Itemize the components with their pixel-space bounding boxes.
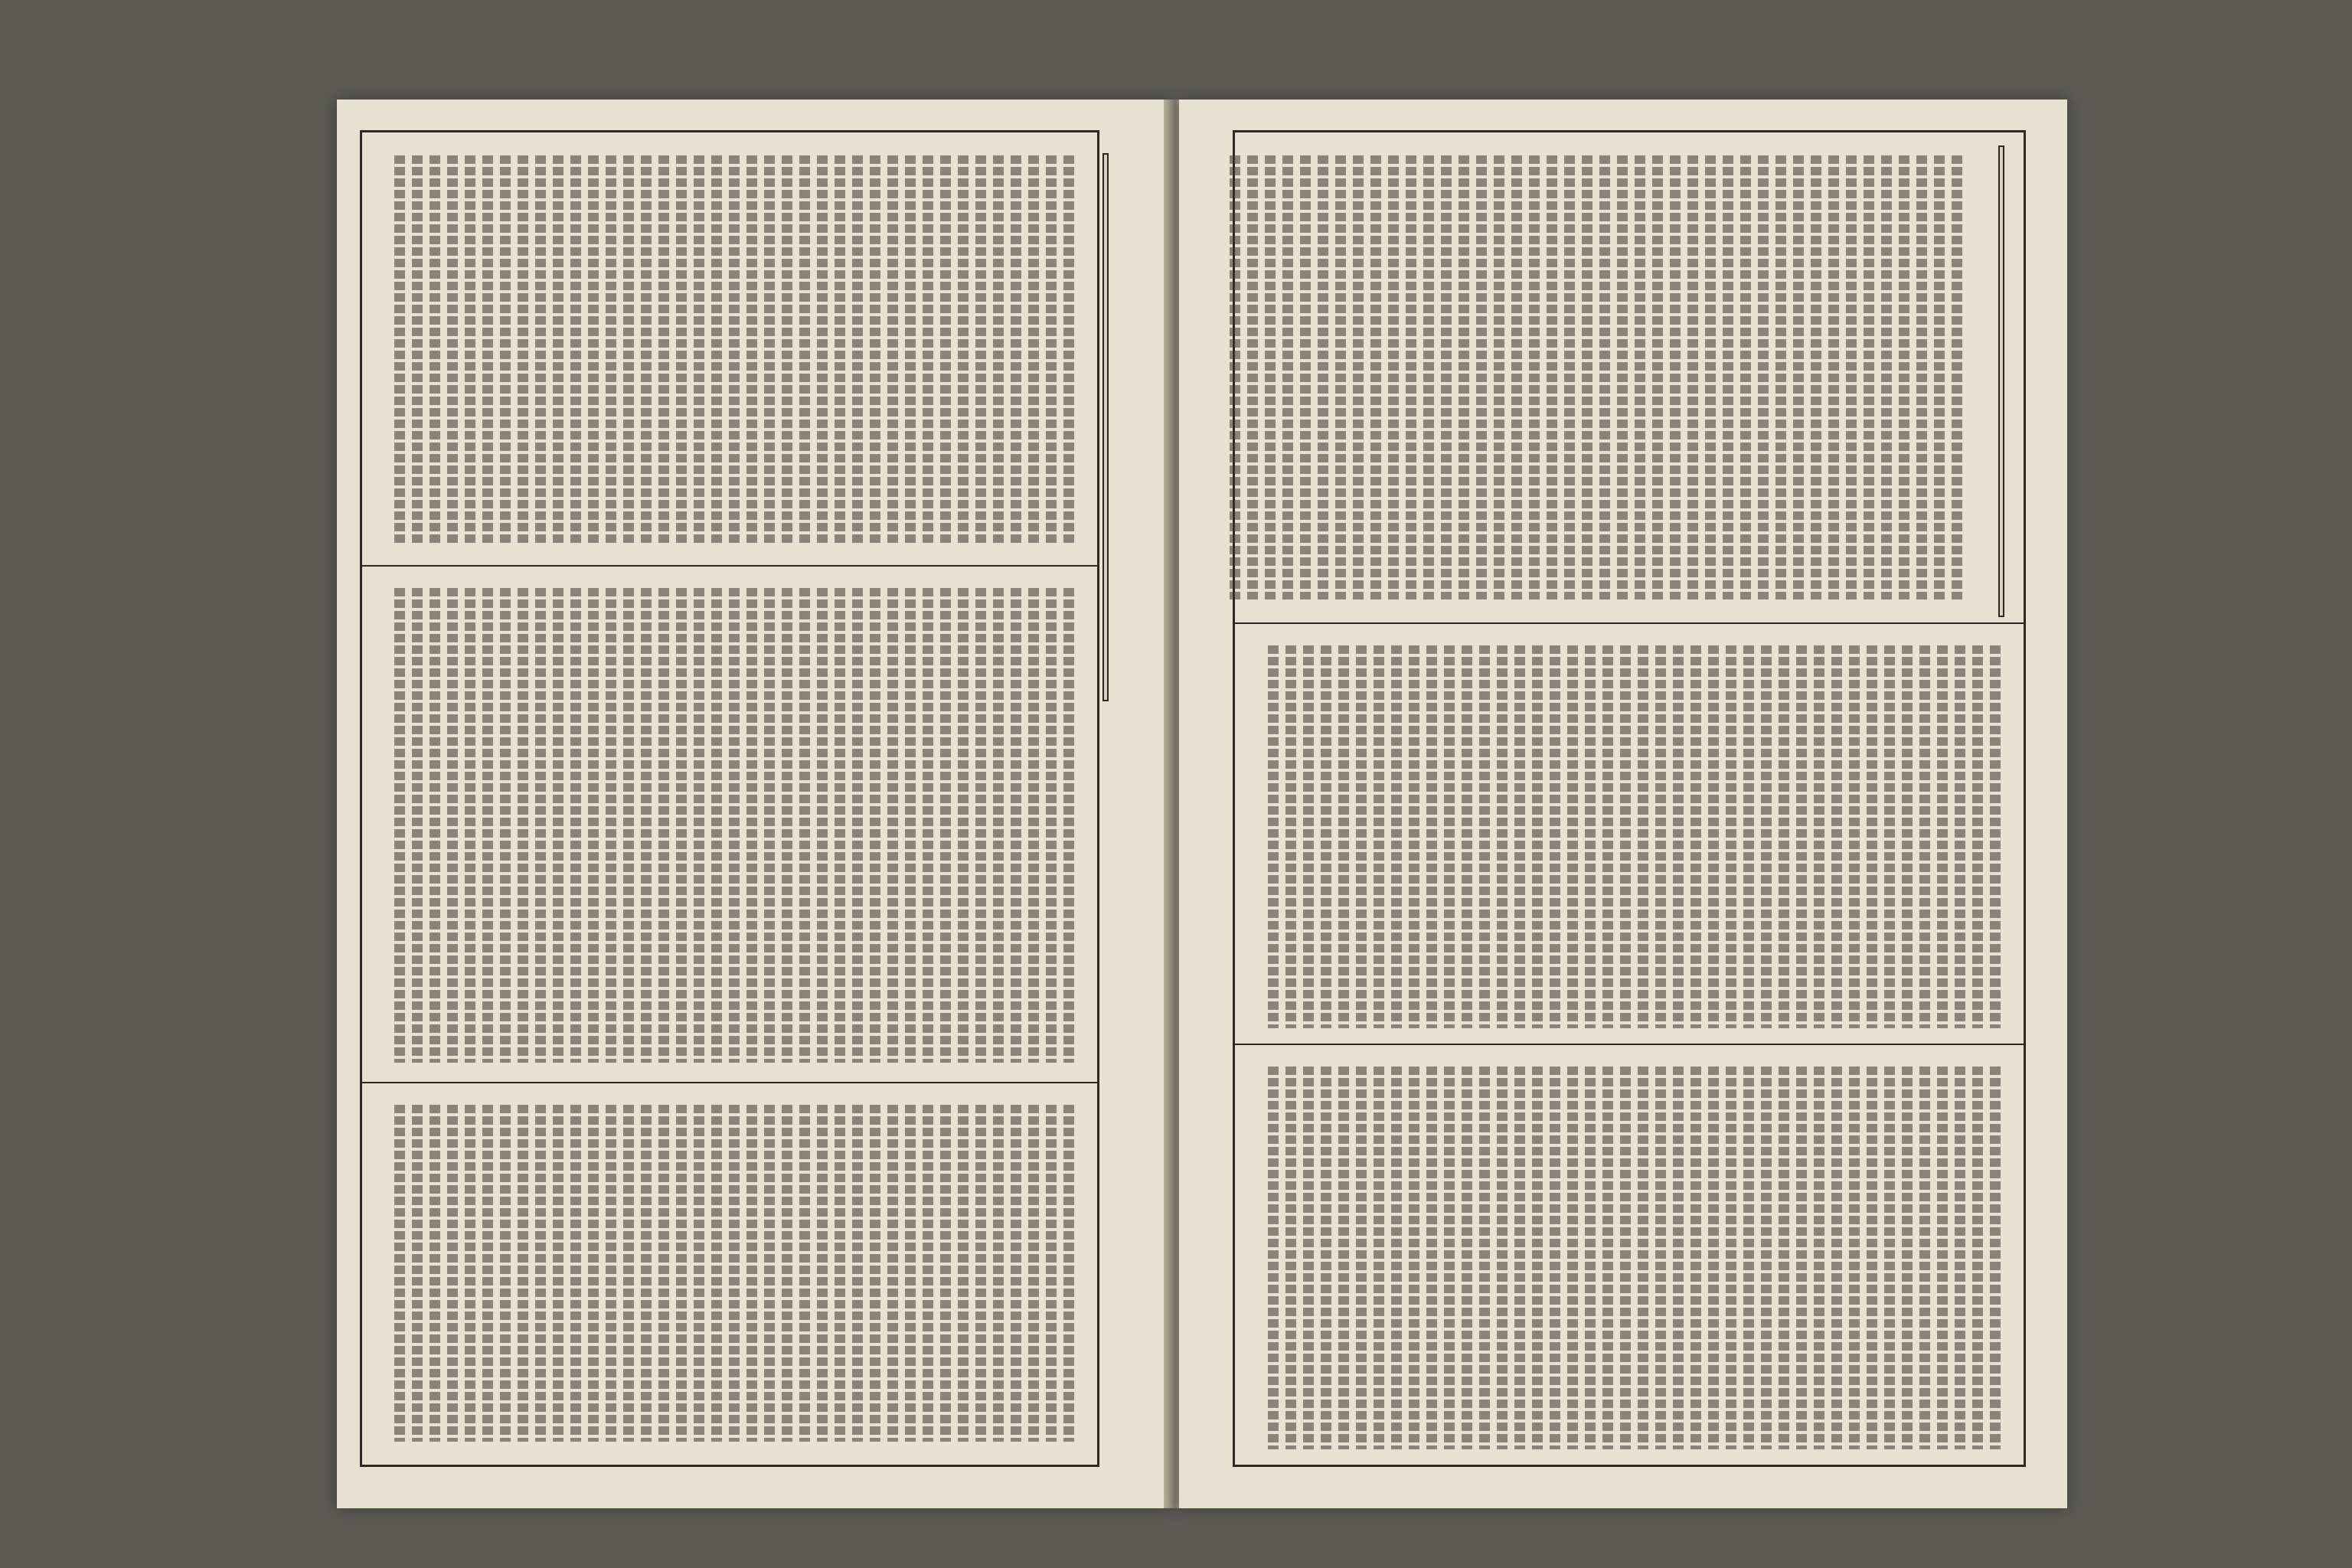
text-columns-lower (394, 1105, 1074, 1442)
text-column (729, 1105, 740, 1442)
text-column (1063, 1105, 1074, 1442)
text-column (1265, 155, 1276, 599)
text-column (465, 1105, 475, 1442)
text-column (835, 588, 845, 1063)
text-columns-upper (394, 155, 1074, 546)
text-columns-upper (1230, 155, 1962, 599)
text-column (570, 588, 581, 1063)
text-column (1356, 1067, 1367, 1449)
text-column (1655, 645, 1666, 1028)
text-column (1811, 155, 1821, 599)
text-column (1849, 645, 1860, 1028)
text-column (1028, 155, 1039, 546)
text-column (606, 588, 616, 1063)
text-column (465, 155, 475, 546)
text-column (535, 1105, 546, 1442)
left-banner (1102, 153, 1109, 701)
text-column (623, 588, 634, 1063)
text-column (1374, 1067, 1384, 1449)
text-column (940, 155, 951, 546)
text-column (958, 588, 969, 1063)
text-column (1303, 1067, 1314, 1449)
text-column (1529, 155, 1540, 599)
text-column (1687, 155, 1698, 599)
text-column (1567, 1067, 1578, 1449)
text-column (1374, 645, 1384, 1028)
text-column (940, 588, 951, 1063)
text-column (1599, 155, 1610, 599)
text-column (887, 588, 898, 1063)
text-column (1426, 645, 1437, 1028)
text-column (1479, 645, 1490, 1028)
text-column (1282, 155, 1293, 599)
text-column (923, 1105, 933, 1442)
text-column (482, 1105, 493, 1442)
text-column (1303, 645, 1314, 1028)
text-column (1602, 645, 1613, 1028)
text-column (1338, 1067, 1349, 1449)
text-column (1046, 155, 1057, 546)
text-column (1602, 1067, 1613, 1449)
book-spread (322, 84, 2352, 1524)
text-column (764, 1105, 775, 1442)
text-column (1740, 155, 1751, 599)
text-column (1690, 645, 1701, 1028)
right-banner (1998, 145, 2004, 617)
text-column (676, 588, 687, 1063)
text-column (1268, 645, 1279, 1028)
text-column (1459, 155, 1469, 599)
text-column (799, 155, 810, 546)
text-columns-lower (1268, 1067, 2001, 1449)
text-column (1391, 1067, 1402, 1449)
text-column (1867, 1067, 1877, 1449)
text-column (1406, 155, 1416, 599)
text-column (1652, 155, 1663, 599)
text-column (1511, 155, 1522, 599)
text-column (1796, 645, 1807, 1028)
text-column (1532, 645, 1543, 1028)
right-page (1179, 100, 2067, 1508)
text-column (1934, 155, 1945, 599)
register-divider-1 (1235, 622, 2024, 624)
text-column (729, 588, 740, 1063)
text-column (1779, 645, 1789, 1028)
text-column (1708, 1067, 1719, 1449)
text-column (1899, 155, 1909, 599)
text-column (1028, 1105, 1039, 1442)
text-column (711, 155, 722, 546)
text-column (1952, 155, 1962, 599)
text-column (1514, 645, 1525, 1028)
text-column (1353, 155, 1364, 599)
text-column (447, 588, 458, 1063)
text-column (658, 1105, 669, 1442)
text-column (570, 1105, 581, 1442)
text-column (1638, 1067, 1648, 1449)
text-column (1902, 645, 1913, 1028)
text-column (1497, 1067, 1508, 1449)
text-column (1046, 588, 1057, 1063)
text-column (1761, 645, 1772, 1028)
text-column (1673, 645, 1684, 1028)
text-column (1972, 1067, 1983, 1449)
text-column (518, 155, 528, 546)
text-column (1828, 155, 1839, 599)
text-column (1902, 1067, 1913, 1449)
text-column (1990, 645, 2001, 1028)
text-column (1391, 645, 1402, 1028)
text-column (1831, 645, 1842, 1028)
text-column (535, 155, 546, 546)
text-column (993, 1105, 1004, 1442)
text-column (1723, 155, 1733, 599)
text-column (1564, 155, 1575, 599)
text-column (1230, 155, 1240, 599)
text-column (658, 588, 669, 1063)
text-column (641, 155, 652, 546)
text-column (1726, 1067, 1736, 1449)
text-column (940, 1105, 951, 1442)
text-column (482, 588, 493, 1063)
text-column (1775, 155, 1786, 599)
left-page (337, 100, 1171, 1508)
text-column (1779, 1067, 1789, 1449)
text-column (1335, 155, 1346, 599)
text-column (1011, 1105, 1021, 1442)
text-column (1635, 155, 1645, 599)
text-columns-middle (1268, 645, 2001, 1028)
text-column (623, 155, 634, 546)
text-column (852, 588, 863, 1063)
text-column (1046, 1105, 1057, 1442)
text-column (570, 155, 581, 546)
text-column (1582, 155, 1592, 599)
text-column (641, 1105, 652, 1442)
text-column (764, 155, 775, 546)
text-column (588, 155, 599, 546)
text-column (782, 1105, 792, 1442)
text-column (817, 1105, 828, 1442)
text-column (711, 588, 722, 1063)
text-column (1881, 155, 1892, 599)
text-column (412, 155, 423, 546)
text-column (958, 1105, 969, 1442)
text-column (1831, 1067, 1842, 1449)
text-column (1409, 645, 1419, 1028)
text-column (1793, 155, 1804, 599)
text-column (1743, 645, 1754, 1028)
text-column (1972, 645, 1983, 1028)
text-column (1285, 645, 1296, 1028)
text-column (764, 588, 775, 1063)
text-column (412, 1105, 423, 1442)
text-column (1514, 1067, 1525, 1449)
text-column (1011, 155, 1021, 546)
text-column (394, 588, 405, 1063)
text-column (799, 1105, 810, 1442)
text-column (1370, 155, 1381, 599)
text-column (993, 588, 1004, 1063)
text-column (1063, 588, 1074, 1063)
text-column (694, 588, 704, 1063)
text-column (1532, 1067, 1543, 1449)
text-column (1409, 1067, 1419, 1449)
text-column (1547, 155, 1557, 599)
text-column (1916, 155, 1927, 599)
text-column (782, 155, 792, 546)
text-column (500, 588, 511, 1063)
text-column (1063, 155, 1074, 546)
text-column (623, 1105, 634, 1442)
text-column (1550, 1067, 1560, 1449)
text-column (658, 155, 669, 546)
text-column (905, 1105, 916, 1442)
text-column (852, 1105, 863, 1442)
text-column (958, 155, 969, 546)
text-column (1550, 645, 1560, 1028)
text-column (1462, 645, 1472, 1028)
text-column (1761, 1067, 1772, 1449)
text-columns-middle (394, 588, 1074, 1063)
text-column (1690, 1067, 1701, 1449)
text-column (1814, 1067, 1824, 1449)
text-column (1321, 645, 1331, 1028)
text-column (1884, 1067, 1895, 1449)
text-column (817, 155, 828, 546)
text-column (746, 1105, 757, 1442)
text-column (870, 1105, 880, 1442)
text-column (482, 155, 493, 546)
text-column (1705, 155, 1716, 599)
text-column (553, 588, 564, 1063)
text-column (1670, 155, 1681, 599)
text-column (1028, 588, 1039, 1063)
text-column (1426, 1067, 1437, 1449)
text-column (553, 155, 564, 546)
text-column (1955, 645, 1965, 1028)
text-column (905, 588, 916, 1063)
text-column (1268, 1067, 1279, 1449)
text-column (430, 588, 440, 1063)
text-column (641, 588, 652, 1063)
text-column (835, 155, 845, 546)
text-column (1617, 155, 1628, 599)
text-column (887, 1105, 898, 1442)
text-column (1285, 1067, 1296, 1449)
text-column (1708, 645, 1719, 1028)
text-column (588, 1105, 599, 1442)
text-column (1919, 645, 1930, 1028)
register-divider-2 (362, 1082, 1097, 1083)
text-column (835, 1105, 845, 1442)
text-column (870, 588, 880, 1063)
text-column (412, 588, 423, 1063)
text-column (1937, 645, 1948, 1028)
text-column (1955, 1067, 1965, 1449)
text-column (1655, 1067, 1666, 1449)
text-column (518, 1105, 528, 1442)
text-column (1726, 645, 1736, 1028)
text-column (1919, 1067, 1930, 1449)
text-column (923, 588, 933, 1063)
text-column (887, 155, 898, 546)
text-column (553, 1105, 564, 1442)
text-column (1585, 645, 1596, 1028)
text-column (1247, 155, 1258, 599)
text-column (606, 1105, 616, 1442)
text-column (782, 588, 792, 1063)
text-column (1441, 155, 1452, 599)
text-column (394, 155, 405, 546)
text-column (1867, 645, 1877, 1028)
text-column (975, 588, 986, 1063)
text-column (1849, 1067, 1860, 1449)
text-column (1423, 155, 1434, 599)
register-divider-1 (362, 565, 1097, 567)
text-column (1796, 1067, 1807, 1449)
text-column (975, 155, 986, 546)
text-column (1321, 1067, 1331, 1449)
text-column (606, 155, 616, 546)
text-column (1758, 155, 1769, 599)
text-column (694, 1105, 704, 1442)
left-text-frame (360, 130, 1099, 1467)
text-column (676, 1105, 687, 1442)
text-column (447, 1105, 458, 1442)
text-column (1479, 1067, 1490, 1449)
text-column (1497, 645, 1508, 1028)
text-column (1300, 155, 1311, 599)
text-column (1846, 155, 1857, 599)
text-column (500, 155, 511, 546)
text-column (1884, 645, 1895, 1028)
text-column (1388, 155, 1399, 599)
text-column (1673, 1067, 1684, 1449)
text-column (1638, 645, 1648, 1028)
text-column (1338, 645, 1349, 1028)
text-column (1864, 155, 1874, 599)
text-column (1567, 645, 1578, 1028)
text-column (1462, 1067, 1472, 1449)
text-column (500, 1105, 511, 1442)
text-column (1356, 645, 1367, 1028)
text-column (518, 588, 528, 1063)
text-column (993, 155, 1004, 546)
text-column (817, 588, 828, 1063)
text-column (799, 588, 810, 1063)
text-column (852, 155, 863, 546)
text-column (1937, 1067, 1948, 1449)
text-column (1444, 645, 1455, 1028)
text-column (694, 155, 704, 546)
text-column (923, 155, 933, 546)
text-column (1585, 1067, 1596, 1449)
text-column (535, 588, 546, 1063)
text-column (1318, 155, 1328, 599)
text-column (1620, 645, 1631, 1028)
text-column (870, 155, 880, 546)
text-column (711, 1105, 722, 1442)
text-column (1990, 1067, 2001, 1449)
text-column (588, 588, 599, 1063)
text-column (1476, 155, 1487, 599)
text-column (746, 155, 757, 546)
text-column (1620, 1067, 1631, 1449)
text-column (729, 155, 740, 546)
text-column (676, 155, 687, 546)
text-column (430, 1105, 440, 1442)
right-text-frame (1233, 130, 2026, 1467)
text-column (465, 588, 475, 1063)
text-column (975, 1105, 986, 1442)
text-column (1444, 1067, 1455, 1449)
register-divider-2 (1235, 1044, 2024, 1045)
text-column (905, 155, 916, 546)
text-column (394, 1105, 405, 1442)
text-column (1743, 1067, 1754, 1449)
text-column (746, 588, 757, 1063)
text-column (430, 155, 440, 546)
text-column (1494, 155, 1504, 599)
text-column (1814, 645, 1824, 1028)
text-column (1011, 588, 1021, 1063)
text-column (447, 155, 458, 546)
